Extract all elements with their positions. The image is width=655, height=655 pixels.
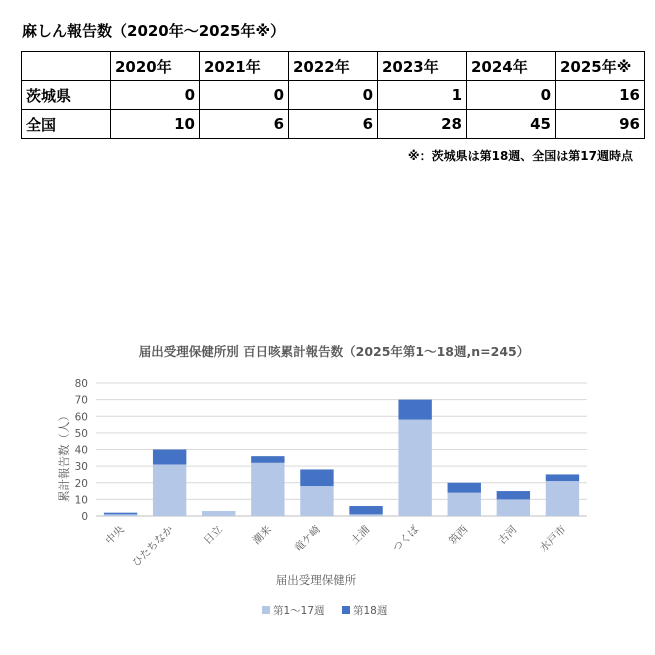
table-cell: 45 bbox=[467, 110, 556, 139]
bar-segment bbox=[202, 511, 235, 516]
bar-segment bbox=[497, 491, 530, 499]
header-cell: 2023年 bbox=[378, 52, 467, 81]
x-tick-label: 筑西 bbox=[447, 523, 471, 547]
bar-segment bbox=[349, 514, 382, 516]
y-tick-label: 10 bbox=[74, 494, 88, 507]
table-cell: 0 bbox=[200, 81, 289, 110]
y-tick-label: 20 bbox=[74, 477, 88, 490]
header-cell: 2021年 bbox=[200, 52, 289, 81]
y-tick-label: 60 bbox=[74, 411, 88, 424]
bar-segment bbox=[349, 506, 382, 514]
x-tick-label: 土浦 bbox=[348, 523, 373, 547]
bar-segment bbox=[104, 514, 137, 516]
table-cell: 1 bbox=[378, 81, 467, 110]
header-cell bbox=[22, 52, 111, 81]
table-cell: 10 bbox=[111, 110, 200, 139]
bar-segment bbox=[153, 464, 186, 516]
bar-segment bbox=[251, 456, 284, 463]
legend bbox=[262, 604, 388, 617]
y-tick-label: 80 bbox=[74, 378, 88, 390]
x-tick-label: 竜ケ崎 bbox=[292, 523, 324, 555]
bar-segment bbox=[398, 420, 431, 516]
bar-segment bbox=[546, 474, 579, 481]
table-title: 麻しん報告数（2020年～2025年※） bbox=[22, 22, 286, 40]
x-tick-label: 水戸市 bbox=[537, 523, 569, 555]
bar-segment bbox=[497, 499, 530, 516]
x-tick-label: 日立 bbox=[201, 523, 225, 547]
y-axis bbox=[75, 378, 88, 523]
y-tick-label: 0 bbox=[81, 511, 88, 523]
x-tick-label: 中央 bbox=[103, 523, 127, 547]
y-tick-label: 40 bbox=[74, 444, 88, 457]
measles-table bbox=[21, 51, 645, 139]
legend-swatch bbox=[262, 606, 270, 614]
legend-label: 第1～17週 bbox=[273, 605, 325, 617]
table-row bbox=[22, 81, 645, 110]
bars bbox=[104, 400, 579, 516]
x-tick-label: 古河 bbox=[496, 523, 520, 547]
y-tick-label: 30 bbox=[74, 461, 88, 474]
x-tick-label: 潮来 bbox=[250, 523, 274, 547]
bar-segment bbox=[300, 486, 333, 516]
bar-segment bbox=[300, 469, 333, 486]
legend-label: 第18週 bbox=[353, 605, 388, 617]
bar-segment bbox=[448, 493, 481, 516]
table-row bbox=[22, 110, 645, 139]
row-label: 全国 bbox=[22, 110, 111, 139]
table-cell: 0 bbox=[289, 81, 378, 110]
y-tick-label: 70 bbox=[74, 394, 88, 407]
header-cell: 2022年 bbox=[289, 52, 378, 81]
table-footnote: ※：茨城県は第18週、全国は第17週時点 bbox=[407, 149, 633, 163]
bar-segment bbox=[104, 513, 137, 515]
bar-segment bbox=[546, 481, 579, 516]
chart-title: 届出受理保健所別 百日咳累計報告数（2025年第1～18週,n=245） bbox=[138, 344, 530, 359]
legend-swatch bbox=[342, 606, 350, 614]
table-cell: 28 bbox=[378, 110, 467, 139]
table-cell: 6 bbox=[200, 110, 289, 139]
table-cell: 16 bbox=[556, 81, 645, 110]
y-tick-label: 50 bbox=[74, 427, 88, 440]
x-axis-label: 届出受理保健所 bbox=[275, 573, 357, 587]
bar-segment bbox=[448, 483, 481, 493]
bar-segment bbox=[398, 400, 431, 420]
table-cell: 96 bbox=[556, 110, 645, 139]
table-header-row bbox=[22, 52, 645, 81]
row-label: 茨城県 bbox=[22, 81, 111, 110]
x-tick-label: ひたちなか bbox=[130, 523, 176, 570]
bar-segment bbox=[251, 463, 284, 516]
pertussis-chart bbox=[0, 330, 655, 655]
header-cell: 2020年 bbox=[111, 52, 200, 81]
table-cell: 0 bbox=[111, 81, 200, 110]
x-tick-label: つくば bbox=[390, 523, 422, 555]
header-cell: 2024年 bbox=[467, 52, 556, 81]
y-axis-label: 累計報告数（人） bbox=[57, 410, 71, 502]
x-axis bbox=[103, 523, 569, 570]
table-cell: 6 bbox=[289, 110, 378, 139]
table-cell: 0 bbox=[467, 81, 556, 110]
bar-segment bbox=[153, 450, 186, 465]
header-cell: 2025年※ bbox=[556, 52, 645, 81]
